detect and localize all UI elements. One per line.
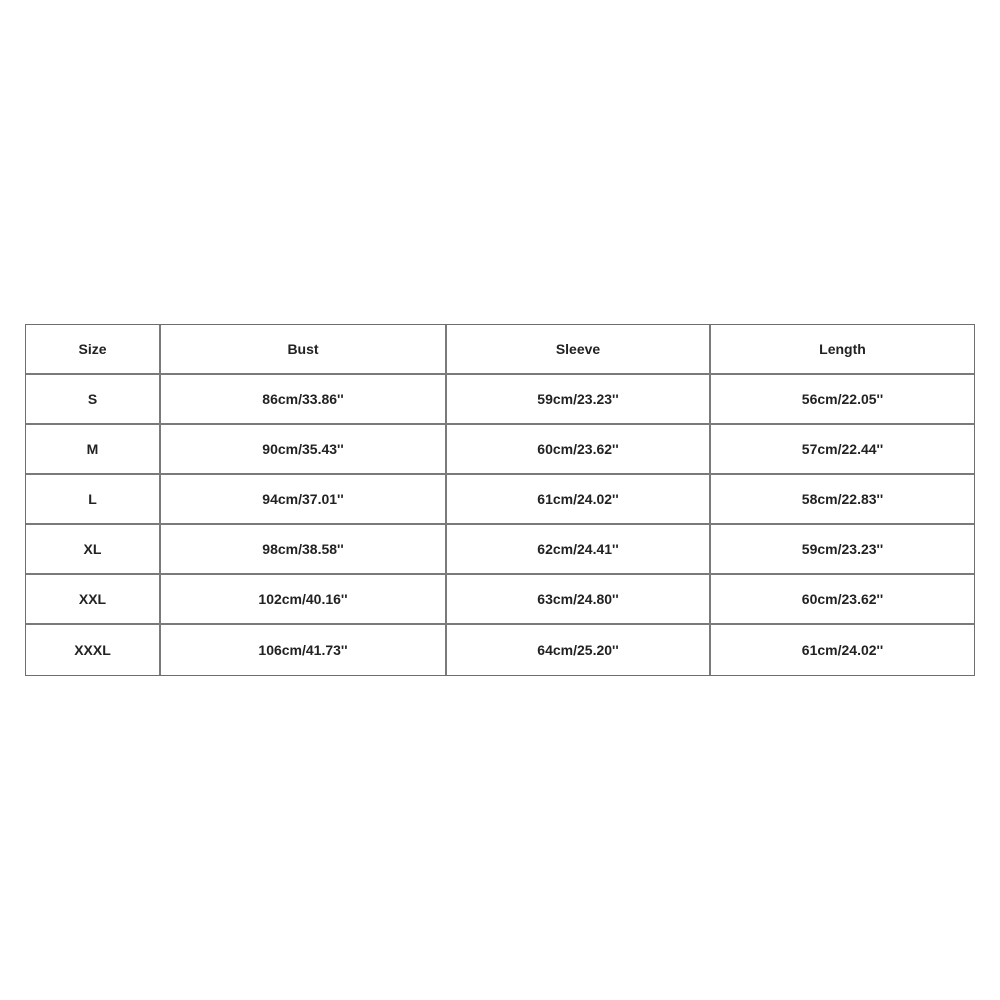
size-cell: L bbox=[26, 475, 161, 523]
table-row bbox=[26, 475, 974, 525]
sleeve-cell: 61cm/24.02'' bbox=[447, 475, 711, 523]
size-cell: M bbox=[26, 425, 161, 473]
table-row bbox=[26, 625, 974, 675]
header-bust: Bust bbox=[161, 325, 447, 373]
size-cell: XL bbox=[26, 525, 161, 573]
length-cell: 59cm/23.23'' bbox=[801, 541, 884, 557]
size-cell: S bbox=[26, 375, 161, 423]
length-cell: 58cm/22.83'' bbox=[801, 491, 884, 507]
sleeve-cell: 59cm/23.23'' bbox=[447, 375, 711, 423]
bust-cell: 106cm/41.73'' bbox=[161, 625, 447, 675]
bust-cell: 94cm/37.01'' bbox=[161, 475, 447, 523]
length-cell: 60cm/23.62'' bbox=[801, 591, 884, 607]
size-cell: XXL bbox=[26, 575, 161, 623]
sleeve-cell: 64cm/25.20'' bbox=[447, 625, 711, 675]
table-header-row bbox=[26, 325, 974, 375]
header-length: Length bbox=[819, 341, 866, 357]
table-row bbox=[26, 425, 974, 475]
sleeve-cell: 63cm/24.80'' bbox=[447, 575, 711, 623]
table-row bbox=[26, 525, 974, 575]
length-cell: 56cm/22.05'' bbox=[801, 391, 884, 407]
sleeve-cell: 62cm/24.41'' bbox=[447, 525, 711, 573]
table-row bbox=[26, 375, 974, 425]
size-chart-table bbox=[25, 324, 975, 676]
length-cell: 57cm/22.44'' bbox=[801, 441, 884, 457]
bust-cell: 90cm/35.43'' bbox=[161, 425, 447, 473]
table-row bbox=[26, 575, 974, 625]
bust-cell: 86cm/33.86'' bbox=[161, 375, 447, 423]
size-cell: XXXL bbox=[26, 625, 161, 675]
length-cell: 61cm/24.02'' bbox=[801, 642, 884, 658]
sleeve-cell: 60cm/23.62'' bbox=[447, 425, 711, 473]
bust-cell: 98cm/38.58'' bbox=[161, 525, 447, 573]
header-sleeve: Sleeve bbox=[447, 325, 711, 373]
bust-cell: 102cm/40.16'' bbox=[161, 575, 447, 623]
header-size: Size bbox=[26, 325, 161, 373]
